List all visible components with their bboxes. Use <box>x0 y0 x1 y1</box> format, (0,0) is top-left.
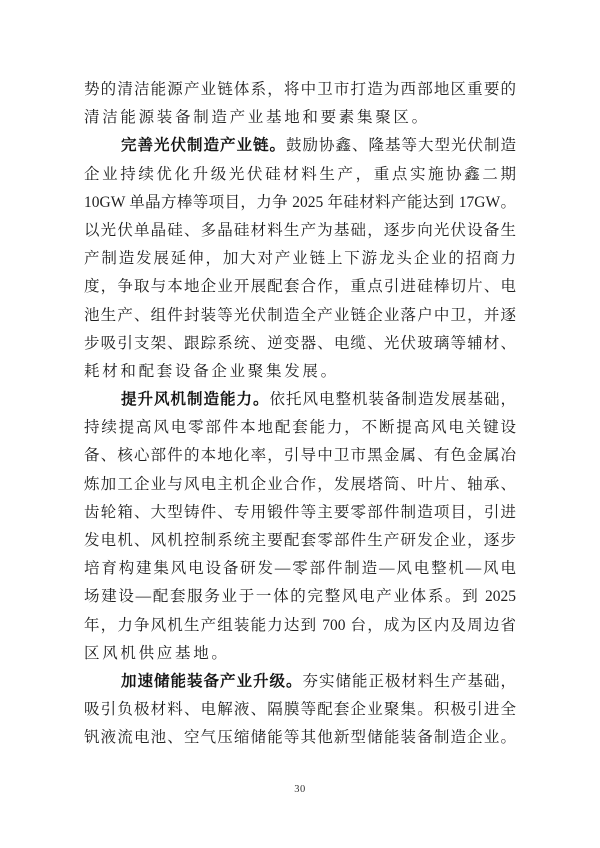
text-line <box>84 189 516 217</box>
line-text: 鼓励协鑫、隆基等大型光伏制造 <box>286 137 516 155</box>
line-text: 区风机供应基地。 <box>84 644 230 662</box>
text-line <box>84 330 516 358</box>
paragraph-heading: 加速储能装备产业升级。 <box>121 672 303 690</box>
line-text: 10GW 单晶方棒等项目，力争 2025 年硅材料产能达到 17GW。 <box>84 193 516 211</box>
text-line <box>84 161 516 189</box>
text-line <box>84 273 516 301</box>
line-text: 场建设—配套服务业于一体的完整风电产业体系。到 2025 <box>84 588 516 606</box>
line-text: 企业持续优化升级光伏硅材料生产，重点实施协鑫二期 <box>84 165 516 183</box>
line-text: 势的清洁能源产业链体系，将中卫市打造为西部地区重要的 <box>84 81 516 98</box>
line-text: 清洁能源装备制造产业基地和要素集聚区。 <box>84 109 430 127</box>
line-text: 产制造发展延伸，加大对产业链上下游龙头企业的招商力 <box>84 250 516 268</box>
paragraph-heading: 完善光伏制造产业链。 <box>121 137 286 155</box>
text-line <box>84 104 516 132</box>
page-number: 30 <box>294 784 306 795</box>
paragraph-heading: 提升风机制造能力。 <box>121 391 270 409</box>
line-text: 备、核心部件的本地化率，引导中卫市黑金属、有色金属冶 <box>84 447 516 465</box>
line-text: 步吸引支架、跟踪系统、逆变器、电缆、光伏玻璃等辅材、 <box>84 334 516 352</box>
text-line <box>84 583 516 611</box>
line-text: 培育构建集风电设备研发—零部件制造—风电整机—风电 <box>84 560 516 578</box>
text-line <box>84 696 516 724</box>
line-text: 耗材和配套设备企业聚集发展。 <box>84 362 339 380</box>
text-line <box>84 499 516 527</box>
text-line <box>84 724 516 752</box>
text-line <box>84 640 516 668</box>
text-line <box>84 555 516 583</box>
line-text: 以光伏单晶硅、多晶硅材料生产为基础，逐步向光伏设备生 <box>84 221 516 239</box>
line-text: 钒液流电池、空气压缩储能等其他新型储能装备制造企业。 <box>84 729 516 747</box>
document-body <box>84 76 516 753</box>
text-line <box>84 527 516 555</box>
line-text: 发电机、风机控制系统主要配套零部件生产研发企业，逐步 <box>84 532 516 549</box>
text-line <box>84 471 516 499</box>
text-line <box>84 217 516 245</box>
text-line <box>84 612 516 640</box>
text-line <box>84 302 516 330</box>
text-line <box>84 414 516 442</box>
line-text: 池生产、组件封装等光伏制造全产业链企业落户中卫，并逐 <box>84 306 516 324</box>
line-text: 齿轮箱、大型铸件、专用锻件等主要零部件制造项目，引进 <box>84 503 516 521</box>
line-text: 依托风电整机装备制造发展基础， <box>269 391 516 409</box>
line-text: 炼加工企业与风电主机企业合作，发展塔筒、叶片、轴承、 <box>84 475 516 493</box>
text-line <box>84 386 516 414</box>
text-line <box>84 76 516 104</box>
text-line <box>84 132 516 160</box>
text-line <box>84 245 516 273</box>
line-text: 持续提高风电零部件本地配套能力，不断提高风电关键设 <box>84 419 516 437</box>
text-line <box>84 442 516 470</box>
line-text: 夯实储能正极材料生产基础， <box>302 672 516 690</box>
text-line <box>84 668 516 696</box>
line-text: 年，力争风机生产组装能力达到 700 台，成为区内及周边省 <box>84 616 516 634</box>
line-text: 度，争取与本地企业开展配套合作，重点引进硅棒切片、电 <box>84 278 516 296</box>
text-line <box>84 358 516 386</box>
line-text: 吸引负极材料、电解液、隔膜等配套企业聚集。积极引进全 <box>84 701 516 719</box>
